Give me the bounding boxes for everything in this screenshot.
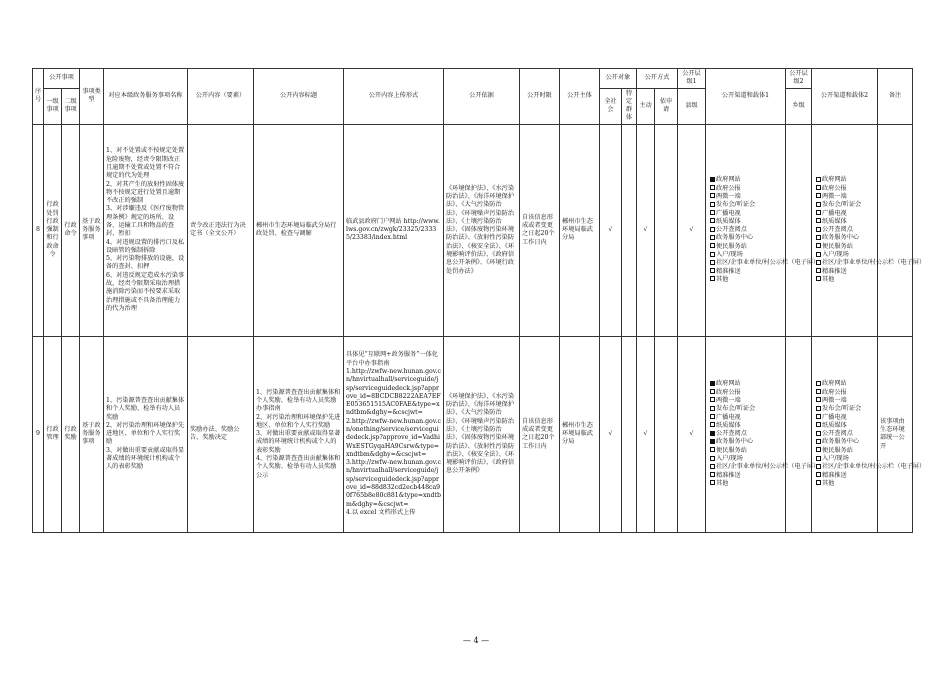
row-channel1	[706, 336, 820, 532]
channel-option	[816, 380, 875, 388]
channel-option	[816, 243, 875, 251]
channel-option-label: 纸质媒体	[716, 421, 741, 429]
channel-option	[710, 268, 783, 276]
row-tier2	[786, 124, 812, 336]
header-tier2-sub: 乡级	[786, 88, 812, 124]
channel-option	[710, 463, 820, 471]
row-seq: 8	[33, 124, 44, 336]
channel-option-label: 政府网站	[716, 380, 741, 388]
unchecked-box-icon	[816, 439, 821, 444]
header-tier1: 公开层级1	[678, 69, 706, 89]
unchecked-box-icon	[816, 193, 821, 198]
unchecked-box-icon	[816, 422, 821, 427]
channel-option	[710, 201, 783, 209]
channel-option	[816, 234, 875, 242]
header-channel2: 公开渠道和载体2	[812, 69, 878, 125]
row-type: 基于政务服务事项	[80, 124, 104, 336]
header-method: 公开方式	[637, 69, 678, 89]
channel-option	[710, 176, 783, 184]
channel-option-label: 社区/企事业单位/村公示栏（电子屏）	[822, 463, 926, 471]
unchecked-box-icon	[710, 185, 715, 190]
row-basis: 《环境保护法》、《水污染防治法》、《海洋环境保护法》、《大气污染防治法》、《环境噪声污染防治法》、《土壤污染防治法》、《固体废物污染环境防治法》、《放射性污染防治法》、《核安全法》、《环境影响评价法》、《政府信息公开条例》、《环境行政处罚办法》	[444, 124, 520, 336]
channel-option-label: 政府公报	[822, 388, 847, 396]
channel-option	[710, 276, 783, 284]
table-body	[33, 124, 926, 532]
row-time: 自该信息形成或者变更之日起20个工作日内	[520, 336, 560, 532]
row-subject: 郴州市生态环境局临武分局	[560, 124, 600, 336]
channel-option	[816, 422, 875, 430]
row-level2: 行政命令	[62, 124, 80, 336]
row-upload-form: 临武县政府门户网站 http://www.lws.gov.cn/zwgk/23325/23335/23383/index.html	[344, 124, 444, 336]
channel-option	[816, 185, 875, 193]
channel-option	[816, 193, 875, 201]
header-type: 事项类型	[80, 69, 104, 125]
row-upload-form: 具体见“互联网+政务服务”一体化平台中办事指南 1.http://zwfw-new.hunan.gov.cn/hnvirtualhall/serviceguide/jsp/serviceguidedeck.jsp?approve_id=8BCDCB8222AEA7EFE053651515AC0FAE&type=xndtbm&dghy=&cscjwt= 2.http://zwfw-new.hunan.gov.cn/onething/service/serviceguidedeck.jsp?approve_id=VadhiWxESTGyqaHA9Csrw&type=xndtbm&dghy=&cscjwt= 3.http://zwfw-new.hunan.gov.cn/hnvirtualhall/serviceguide/jsp/serviceguidedeck.jsp?approve_id=88d832cd2ecb448ca90f765b8e80c881&type=xndtbm&dghy=&cscjwt= 4.以 excel 文档形式上传	[344, 336, 444, 532]
channel-option-label: 纸质媒体	[822, 421, 847, 429]
row-note	[878, 124, 913, 336]
channel-option-label: 政务服务中心	[716, 438, 754, 446]
header-basis: 公开依据	[444, 69, 520, 125]
unchecked-box-icon	[710, 268, 715, 273]
header-target-specific: 特定群体	[622, 88, 637, 124]
disclosure-table	[32, 68, 926, 533]
header-method-active: 主动	[637, 88, 655, 124]
unchecked-box-icon	[710, 218, 715, 223]
channel-option-label: 广播电视	[822, 209, 847, 217]
channel-option-label: 便民服务站	[822, 242, 853, 250]
row-note: 该事项由生态环境部统一公开	[878, 336, 913, 532]
header-upload-form: 公开内容上传形式	[344, 69, 444, 125]
row-time: 自该信息形成或者变更之日起20个工作日内	[520, 124, 560, 336]
channel-option	[710, 397, 783, 405]
channel-option-label: 发布会/听证会	[716, 201, 756, 209]
unchecked-box-icon	[816, 472, 821, 477]
channel-option	[710, 218, 783, 226]
channel-option	[816, 463, 926, 471]
channel-option-label: 政府公报	[716, 388, 741, 396]
channel-option-label: 公开查阅点	[716, 430, 747, 438]
unchecked-box-icon	[816, 227, 821, 232]
header-content-title: 公开内容标题	[254, 69, 344, 125]
channel-option-label: 精准推送	[822, 471, 847, 479]
unchecked-box-icon	[710, 422, 715, 427]
header-level2: 二级事项	[62, 88, 80, 124]
channel-option	[816, 414, 875, 422]
row-method-active: √	[637, 124, 655, 336]
channel-option-label: 精准推送	[822, 267, 847, 275]
unchecked-box-icon	[816, 177, 821, 182]
channel-option-label: 入户/现场	[822, 251, 849, 259]
header-subject: 公开主体	[560, 69, 600, 125]
channel-option	[816, 389, 875, 397]
channel-option	[710, 447, 783, 455]
header-level1: 一级事项	[44, 88, 62, 124]
channel-option-label: 广播电视	[716, 413, 741, 421]
row-method-active: √	[637, 336, 655, 532]
row-tier1: √	[678, 336, 706, 532]
header-seq: 序号	[33, 69, 44, 125]
unchecked-box-icon	[816, 252, 821, 257]
channel-option-label: 纸质媒体	[822, 217, 847, 225]
channel-option	[816, 397, 875, 405]
channel-option	[816, 276, 875, 284]
unchecked-box-icon	[816, 447, 821, 452]
row-tier1: √	[678, 124, 706, 336]
unchecked-box-icon	[710, 472, 715, 477]
header-items: 公开事项	[44, 69, 80, 89]
channel-option	[816, 176, 875, 184]
channel-option	[710, 380, 783, 388]
channel-option	[816, 447, 875, 455]
header-note: 备注	[878, 69, 913, 125]
unchecked-box-icon	[710, 464, 715, 469]
row-tier2	[786, 336, 812, 532]
unchecked-box-icon	[816, 406, 821, 411]
unchecked-box-icon	[710, 210, 715, 215]
unchecked-box-icon	[710, 235, 715, 240]
unchecked-box-icon	[710, 202, 715, 207]
header-method-apply: 依申请	[655, 88, 678, 124]
channel-option-label: 政府网站	[716, 176, 741, 184]
unchecked-box-icon	[816, 464, 821, 469]
unchecked-box-icon	[816, 456, 821, 461]
row-channel1	[706, 124, 820, 336]
row-content-title: 1、污染源普查查出贡献集体和个人奖励、检举有功人员奖励办事指南 2、对污染治理和环境保护先进地区、单位和个人实行奖励 3、对做出重要贡献或取得显著成绩的环境统计机构或个人的表彰奖励 4、污染源普查查出贡献集体和个人奖励、检举有功人员奖励公示	[254, 336, 344, 532]
unchecked-box-icon	[710, 193, 715, 198]
channel-option-label: 公开查阅点	[822, 226, 853, 234]
channel-option-label: 入户/现场	[716, 251, 743, 259]
page-number: — 4 —	[462, 636, 490, 645]
row-content-req: 责令改正违法行为决定书（全文公开）	[188, 124, 254, 336]
row-target-specific	[622, 124, 637, 336]
header-tier1-sub: 县级	[678, 88, 706, 124]
header-content-req: 公开内容（要素）	[188, 69, 254, 125]
channel-option-label: 政府网站	[822, 380, 847, 388]
channel-option-label: 两微一端	[716, 192, 741, 200]
header-target: 公开对象	[600, 69, 637, 89]
channel-option-label: 入户/现场	[716, 455, 743, 463]
channel-option	[710, 438, 783, 446]
unchecked-box-icon	[710, 276, 715, 281]
channel-option-label: 社区/企事业单位/村公示栏（电子屏）	[716, 463, 820, 471]
channel-option-label: 其他	[822, 479, 835, 487]
unchecked-box-icon	[816, 210, 821, 215]
channel-option-label: 发布会/听证会	[716, 405, 756, 413]
channel-option-label: 公开查阅点	[716, 226, 747, 234]
channel-option	[710, 414, 783, 422]
unchecked-box-icon	[710, 243, 715, 248]
channel-option	[710, 234, 783, 242]
channel-option-label: 发布会/听证会	[822, 201, 862, 209]
row-seq: 9	[33, 336, 44, 532]
channel-option-label: 公开查阅点	[822, 430, 853, 438]
header-tier2: 公开层级2	[786, 69, 812, 89]
row-target-all: √	[600, 124, 622, 336]
checked-box-icon	[710, 439, 715, 444]
channel-option-label: 广播电视	[716, 209, 741, 217]
row-subject: 郴州市生态环境局临武分局	[560, 336, 600, 532]
channel-option-label: 社区/企事业单位/村公示栏（电子屏）	[822, 259, 926, 267]
channel-option	[710, 422, 783, 430]
channel-option	[710, 389, 783, 397]
row-basis: 《环境保护法》、《水污染防治法》、《海洋环境保护法》、《大气污染防治法》、《环境噪声污染防治法》、《土壤污染防治法》、《固体废物污染环境防治法》、《放射性污染防治法》、《核安全法》、《环境影响评价法》、《政府信息公开条例》	[444, 336, 520, 532]
channel-option	[816, 218, 875, 226]
channel-option	[816, 210, 875, 218]
channel-option-label: 纸质媒体	[716, 217, 741, 225]
unchecked-box-icon	[710, 414, 715, 419]
unchecked-box-icon	[816, 389, 821, 394]
channel-option	[710, 480, 783, 488]
channel-option-label: 政务服务中心	[822, 234, 860, 242]
channel-option	[816, 438, 875, 446]
channel-option-label: 政务服务中心	[716, 234, 754, 242]
unchecked-box-icon	[816, 260, 821, 265]
channel-option-label: 政府公报	[716, 184, 741, 192]
channel-option	[710, 193, 783, 201]
channel-option	[710, 259, 820, 267]
unchecked-box-icon	[816, 431, 821, 436]
row-content-req: 奖励办法、奖励公告、奖励决定	[188, 336, 254, 532]
unchecked-box-icon	[710, 389, 715, 394]
unchecked-box-icon	[710, 456, 715, 461]
unchecked-box-icon	[816, 235, 821, 240]
channel-option-label: 两微一端	[716, 396, 741, 404]
checked-box-icon	[710, 381, 715, 386]
channel-option-label: 广播电视	[822, 413, 847, 421]
table-row	[33, 124, 913, 336]
channel-option	[816, 259, 926, 267]
channel-option-label: 其他	[822, 275, 835, 283]
channel-option-label: 两微一端	[822, 192, 847, 200]
checked-box-icon	[710, 177, 715, 182]
channel-option-label: 政府网站	[822, 176, 847, 184]
row-level1: 行政管理	[44, 336, 62, 532]
row-content-title: 郴州市生态环境局临武分局行政处罚、检查与调解	[254, 124, 344, 336]
unchecked-box-icon	[710, 397, 715, 402]
row-level1: 行政处罚行政强制和行政命令	[44, 124, 62, 336]
checked-box-icon	[710, 431, 715, 436]
row-target-all: √	[600, 336, 622, 532]
unchecked-box-icon	[710, 260, 715, 265]
channel-option-label: 其他	[716, 479, 729, 487]
channel-option-label: 政务服务中心	[822, 438, 860, 446]
channel-option-label: 入户/现场	[822, 455, 849, 463]
unchecked-box-icon	[710, 447, 715, 452]
channel-option	[710, 243, 783, 251]
header-target-all: 全社会	[600, 88, 622, 124]
channel-option-label: 政府公报	[822, 184, 847, 192]
row-channel2	[812, 124, 926, 336]
unchecked-box-icon	[816, 218, 821, 223]
channel-option	[816, 472, 875, 480]
channel-option	[710, 210, 783, 218]
row-method-apply	[655, 124, 678, 336]
unchecked-box-icon	[816, 276, 821, 281]
unchecked-box-icon	[710, 406, 715, 411]
unchecked-box-icon	[816, 381, 821, 386]
header-channel1: 公开渠道和载体1	[706, 69, 786, 125]
unchecked-box-icon	[710, 480, 715, 485]
row-service-name: 1、污染源普查查出贡献集体和个人奖励、检举有功人员奖励 2、对污染治理和环境保护先进地区、单位和个人实行奖励 3、对做出重要贡献或取得显著成绩的环境统计机构或个人的表彰奖励	[104, 336, 188, 532]
channel-option-label: 便民服务站	[822, 446, 853, 454]
unchecked-box-icon	[816, 268, 821, 273]
row-target-specific	[622, 336, 637, 532]
channel-option-label: 精准推送	[716, 471, 741, 479]
row-level2: 行政奖励	[62, 336, 80, 532]
channel-option-label: 便民服务站	[716, 242, 747, 250]
unchecked-box-icon	[816, 397, 821, 402]
channel-option-label: 两微一端	[822, 396, 847, 404]
channel-option	[816, 201, 875, 209]
channel-option	[710, 405, 783, 413]
channel-option-label: 便民服务站	[716, 446, 747, 454]
header-time: 公开时限	[520, 69, 560, 125]
row-method-apply	[655, 336, 678, 532]
unchecked-box-icon	[816, 243, 821, 248]
channel-option	[816, 405, 875, 413]
channel-option-label: 发布会/听证会	[822, 405, 862, 413]
channel-option-label: 其他	[716, 275, 729, 283]
row-service-name: 1、对不处置或不按规定处置危险废物，经责令限期改正且逾期不处置或处置不符合规定的代为处理 2、对其产生的放射性固体废物不按规定进行处置且逾期不改正的强制 3、对涉嫌违反《医疗废物管理条例》规定的场所、设备、运输工具和物品的查封、暂扣 4、对违规设置的排污口及私设暗管的强制拆除 5、对污染物排放的设施、设备的查封、扣押 6、对违反规定造成水污染事故，经责令限期采取治理措施消除污染而不按要求采取治理措施或不具备治理能力的代为治理	[104, 124, 188, 336]
unchecked-box-icon	[710, 227, 715, 232]
channel-option-label: 精准推送	[716, 267, 741, 275]
unchecked-box-icon	[816, 414, 821, 419]
unchecked-box-icon	[816, 202, 821, 207]
channel-option	[710, 472, 783, 480]
unchecked-box-icon	[816, 480, 821, 485]
table-row	[33, 336, 913, 532]
channel-option	[710, 185, 783, 193]
unchecked-box-icon	[710, 252, 715, 257]
channel-option-label: 社区/企事业单位/村公示栏（电子屏）	[716, 259, 820, 267]
unchecked-box-icon	[816, 185, 821, 190]
channel-option	[816, 268, 875, 276]
header-service-name: 对应本级政务服务事项名称	[104, 69, 188, 125]
row-type: 基于政务服务事项	[80, 336, 104, 532]
channel-option	[816, 480, 875, 488]
